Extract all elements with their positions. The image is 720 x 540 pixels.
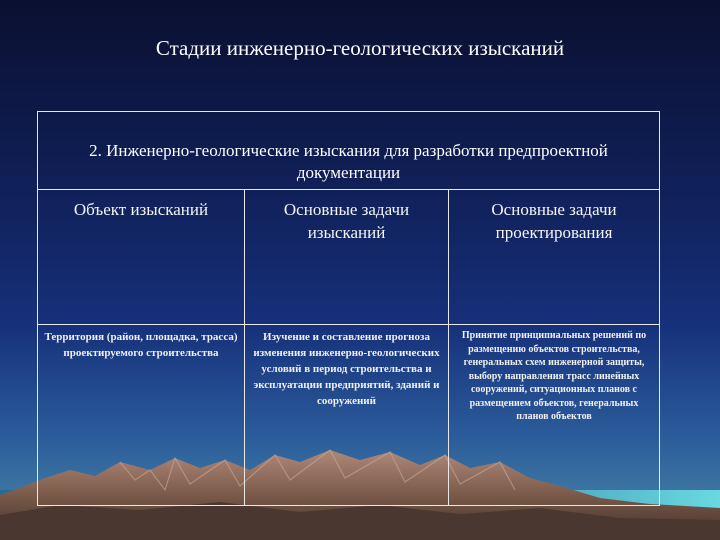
slide-title: Стадии инженерно-геологических изысканий xyxy=(155,36,565,60)
table-cell-design-tasks: Принятие принципиальных решений по размещению объектов строительства, генеральных схем инженерной защиты, выбору направления трасс линейных сооружений, ситуационных планов с размещением объектов, генеральных планов объектов xyxy=(461,330,647,422)
table-heading: 2. Инженерно-геологические изыскания для разработки предпроектной документации xyxy=(38,112,659,190)
column-header-survey-tasks: Основные задачи изысканий xyxy=(245,190,449,324)
table-row xyxy=(38,325,659,505)
column-header-design-tasks: Основные задачи проектирования xyxy=(491,200,617,242)
table-cell-survey-tasks: Изучение и составление прогноза изменения инженерно-геологических условий в период строительства и эксплуатации предприятий, зданий и сооружений xyxy=(245,325,449,505)
table-header-row xyxy=(38,190,659,325)
column-header-object: Объект изысканий xyxy=(38,190,245,324)
stages-table xyxy=(37,111,660,506)
table-cell-object: Территория (район, площадка, трасса) проектируемого строительства xyxy=(38,325,245,505)
